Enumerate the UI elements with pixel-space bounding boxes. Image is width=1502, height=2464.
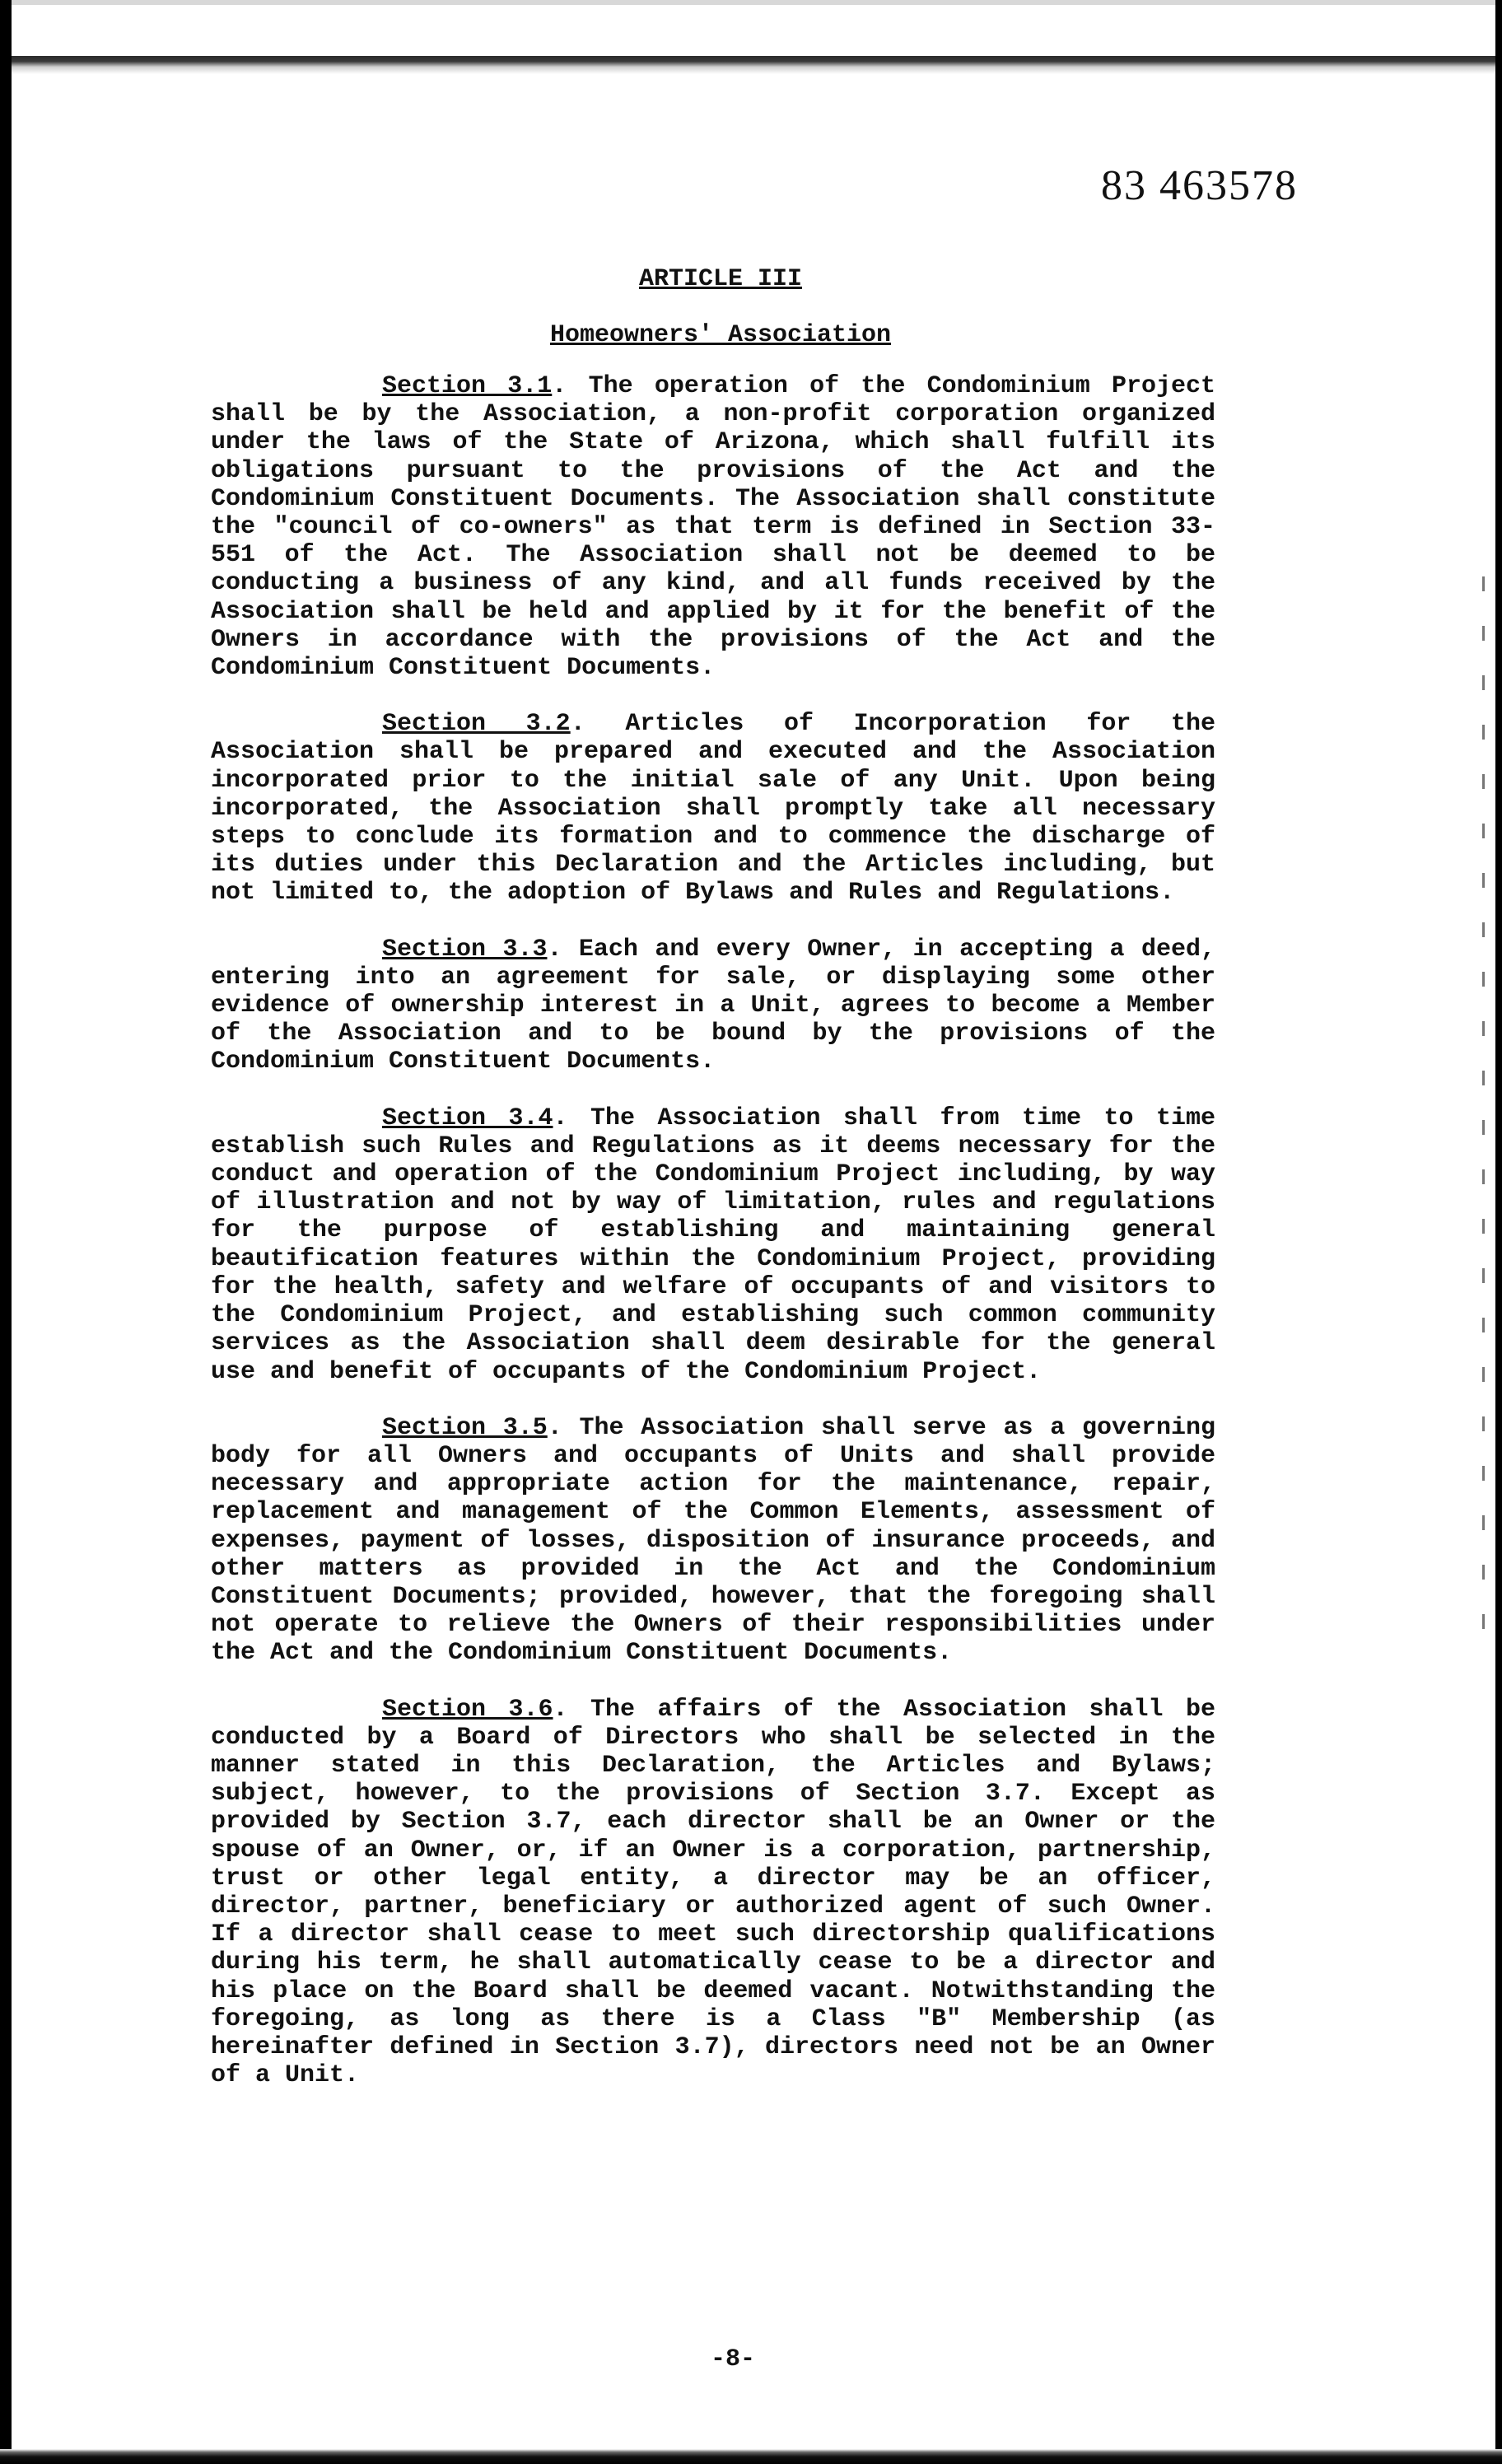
section-label: Section 3.5	[382, 1413, 548, 1442]
document-number: 83 463578	[1101, 162, 1298, 209]
section-text: . The Association shall serve as a governing body for all Owners and occupants of Units and shall provide necessary and appropriate action for the maintenance, repair, replacement and management of the Common Elements, assessment of expenses, payment of losses, disposition of insurance proceeds, and other matters as provided in the Act and the Condominium Constituent Documents; provided, however, that the foregoing shall not operate to relieve the Owners of their responsibilities under the Act and the Condominium Constituent Documents.	[211, 1413, 1215, 1668]
paragraph-section-3-6	[211, 1696, 1215, 2090]
section-label: Section 3.6	[382, 1695, 553, 1724]
paragraph-section-3-2	[211, 710, 1215, 907]
section-text: . The operation of the Condominium Project shall be by the Association, a non-profit corporation organized under the laws of the State of Arizona, which shall fulfill its obligations pursuant to the provisions of the Act and the Condominium Constituent Documents. The Association shall constitute the "council of co-owners" as that term is defined in Section 33-551 of the Act. The Association shall not be deemed to be conducting a business of any kind, and all funds received by the Association shall be held and applied by it for the benefit of the Owners in accordance with the provisions of the Act and the Condominium Constituent Documents.	[211, 372, 1215, 683]
scan-right-edge-marks	[1482, 576, 1485, 1647]
page-number: -8-	[710, 2345, 755, 2373]
section-label: Section 3.4	[382, 1104, 553, 1132]
section-label: Section 3.2	[382, 710, 571, 739]
paragraph-section-3-5	[211, 1414, 1215, 1668]
section-heading: Homeowners' Association	[549, 321, 892, 349]
paragraph-section-3-3	[211, 936, 1215, 1076]
paragraph-section-3-1	[211, 372, 1215, 682]
paragraph-section-3-4	[211, 1104, 1215, 1386]
section-text: . The affairs of the Association shall be conducted by a Board of Directors who shall be selected in the manner stated in this Declaration, the Articles and Bylaws; subject, however, to the provisions of Section 3.7. Except as provided by Section 3.7, each director shall be an Owner or the spouse of an Owner, or, if an Owner is a corporation, partnership, trust or other legal entity, a director may be an officer, director, partner, beneficiary or authorized agent of such Owner. If a director shall cease to meet such directorship qualifications during his term, he shall automatically cease to be a director and his place on the Board shall be deemed vacant. Notwithstanding the foregoing, as long as there is a Class "B" Membership (as hereinafter defined in Section 3.7), directors need not be an Owner of a Unit.	[211, 1695, 1215, 2090]
section-label: Section 3.3	[382, 935, 548, 964]
section-label: Section 3.1	[382, 372, 553, 400]
document-body	[211, 372, 1215, 2117]
article-title: ARTICLE III	[638, 265, 803, 293]
section-text: . Each and every Owner, in accepting a deed, entering into an agreement for sale, or displaying some other evidence of ownership interest in a Unit, agrees to become a Member of the Association and to be bound by the provisions of the Condominium Constituent Documents.	[211, 935, 1215, 1076]
scan-top-border	[0, 56, 1502, 74]
section-text: . The Association shall from time to time establish such Rules and Regulations as it deems necessary for the conduct and operation of the Condominium Project including, by way of illustration and not by way of limitation, rules and regulations for the purpose of establishing and maintaining general beautification features within the Condominium Project, providing for the health, safety and welfare of occupants of and visitors to the Condominium Project, and establishing such common community services as the Association shall deem desirable for the general use and benefit of occupants of the Condominium Project.	[211, 1104, 1215, 1386]
scan-top-edge	[0, 0, 1502, 5]
scan-left-border	[0, 0, 12, 2464]
scan-bottom-border	[0, 2449, 1502, 2464]
section-text: . Articles of Incorporation for the Association shall be prepared and executed and the Association incorporated prior to the initial sale of any Unit. Upon being incorporated, the Association shall promptly take all necessary steps to conclude its formation and to commence the discharge of its duties under this Declaration and the Articles including, but not limited to, the adoption of Bylaws and Rules and Regulations.	[211, 710, 1215, 908]
scan-right-border	[1495, 0, 1502, 2464]
